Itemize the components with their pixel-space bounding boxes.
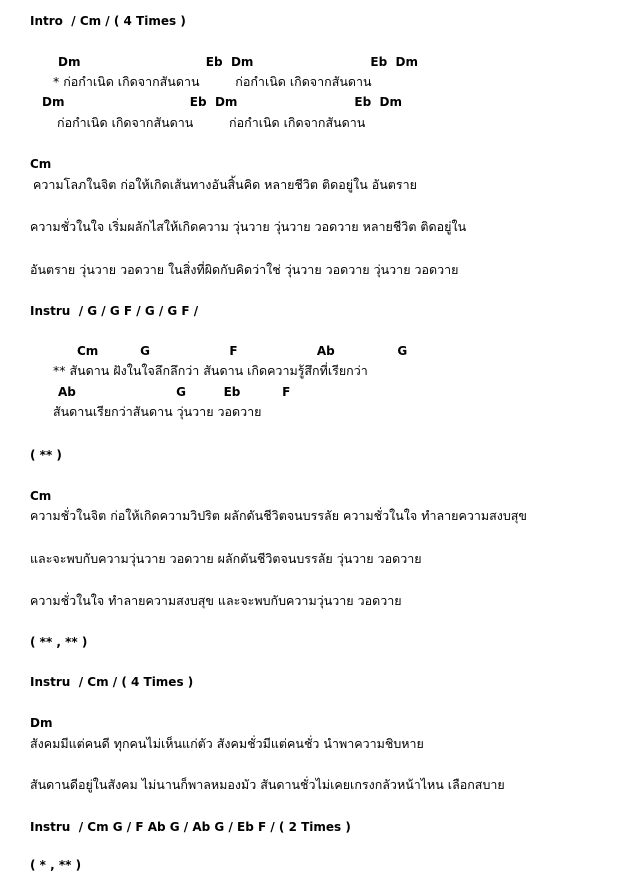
instru-line-3: Instru / Cm G / F Ab G / Ab G / Eb F / ( 2 Times )	[30, 820, 351, 834]
intro-line: Intro / Cm / ( 4 Times )	[30, 14, 186, 28]
verse3-lyric-3: ความชั่วในใจ ทำลายความสงบสุข และจะพบกับความวุ่นวาย วอดวาย	[30, 593, 402, 608]
verse1-chords-2: Dm Eb Dm Eb Dm	[42, 95, 402, 109]
repeat-line-3: ( * , ** )	[30, 858, 82, 872]
verse2-chord: Cm	[30, 157, 52, 171]
chorus-chords-1: Cm G F Ab G	[77, 344, 408, 358]
verse2-lyric-3: อันตราย วุ่นวาย วอดวาย ในสิ่งที่ผิดกับคิดว่าใช่ วุ่นวาย วอดวาย วุ่นวาย วอดวาย	[30, 262, 459, 277]
verse4-lyric-1: สังคมมีแต่คนดี ทุกคนไม่เห็นแก่ตัว สังคมชั่วมีแต่คนชั่ว นำพาความชิบหาย	[30, 736, 424, 751]
repeat-line-1: ( ** )	[30, 448, 62, 462]
chorus-lyric-1: ** สันดาน ฝังในใจลึกลึกว่า สันดาน เกิดความรู้สึกที่เรียกว่า	[53, 363, 368, 378]
chorus-lyric-2: สันดานเรียกว่าสันดาน วุ่นวาย วอดวาย	[53, 404, 262, 419]
instru-line-1: Instru / G / G F / G / G F /	[30, 304, 199, 318]
verse1-chords-1: Dm Eb Dm Eb Dm	[58, 55, 418, 69]
chorus-chords-2: Ab G Eb F	[58, 385, 291, 399]
verse4-lyric-2: สันดานดีอยู่ในสังคม ไม่นานก็พาลหมองมัว สันดานชั่วไม่เคยเกรงกลัวหน้าไหน เลือกสบาย	[30, 777, 505, 792]
verse3-chord: Cm	[30, 489, 52, 503]
instru-line-2: Instru / Cm / ( 4 Times )	[30, 675, 194, 689]
verse4-chord: Dm	[30, 716, 53, 730]
verse1-lyric-1: * ก่อกำเนิด เกิดจากสันดาน ก่อกำเนิด เกิดจากสันดาน	[53, 74, 372, 89]
verse1-lyric-2: ก่อกำเนิด เกิดจากสันดาน ก่อกำเนิด เกิดจากสันดาน	[57, 115, 366, 130]
verse3-lyric-1: ความชั่วในจิต ก่อให้เกิดความวิปริต ผลักดันชีวิตจนบรรลัย ความชั่วในใจ ทำลายความสงบสุข	[30, 508, 527, 523]
repeat-line-2: ( ** , ** )	[30, 635, 88, 649]
verse3-lyric-2: และจะพบกับความวุ่นวาย วอดวาย ผลักดันชีวิตจนบรรลัย วุ่นวาย วอดวาย	[30, 551, 422, 566]
verse2-lyric-2: ความชั่วในใจ เริ่มผลักไสให้เกิดความ วุ่นวาย วุ่นวาย วอดวาย หลายชีวิต ติดอยู่ใน	[30, 219, 467, 234]
verse2-lyric-1: ความโลภในจิต ก่อให้เกิดเส้นทางอันสิ้นคิด หลายชีวิต ติดอยู่ใน อันตราย	[33, 177, 417, 192]
